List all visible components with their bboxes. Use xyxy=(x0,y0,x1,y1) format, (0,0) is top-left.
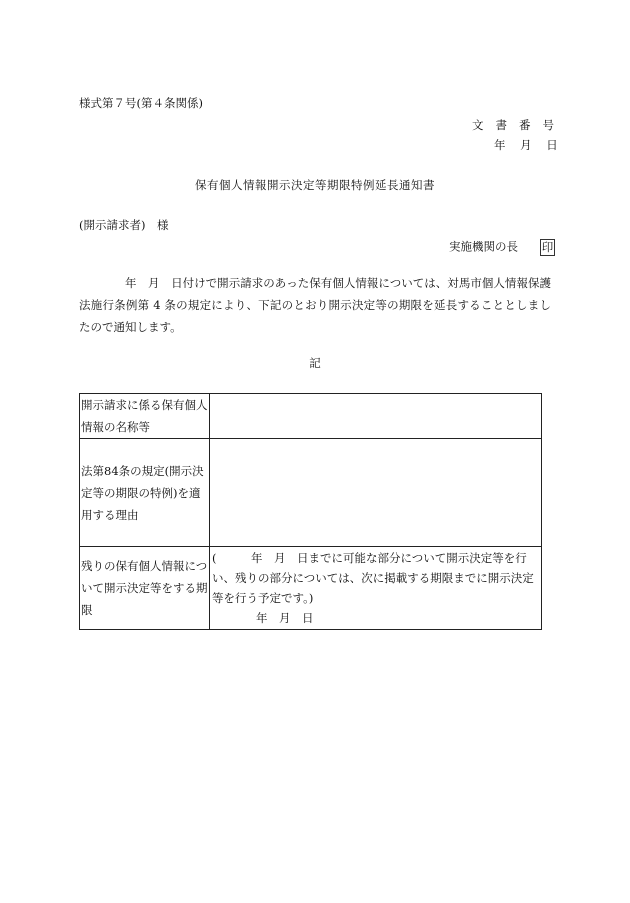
row-label-info-name: 開示請求に係る保有個人情報の名称等 xyxy=(80,394,210,439)
table-row xyxy=(80,394,542,439)
details-table xyxy=(79,393,542,630)
deadline-date: 年 月 日 xyxy=(256,611,314,625)
row-value-deadline xyxy=(210,547,542,630)
sender-label: 実施機関の長 xyxy=(449,239,518,254)
document-number-label: 文書番号 xyxy=(472,118,566,132)
document-title: 保有個人情報開示決定等期限特例延長通知書 xyxy=(195,178,435,192)
table-row xyxy=(80,439,542,547)
row-label-reason: 法第84条の規定(開示決定等の期限の特例)を適用する理由 xyxy=(80,439,210,547)
sender-line xyxy=(449,239,555,256)
deadline-text: ( 年 月 日までに可能な部分について開示決定等を行い、残りの部分については、次に掲載する期限までに開示決定等を行う予定です。) xyxy=(212,551,534,605)
issue-date-label: 年 月 日 xyxy=(494,138,558,152)
row-value-info-name xyxy=(210,394,542,439)
form-number: 様式第７号(第４条関係) xyxy=(79,96,203,110)
body-paragraph: 年 月 日付けで開示請求のあった保有個人情報については、対馬市個人情報保護法施行条例第 4 条の規定により、下記のとおり開示決定等の期限を延長することとしましたので通知します。 xyxy=(79,276,551,334)
recipient-line: (開示請求者) 様 xyxy=(79,218,169,232)
table-row xyxy=(80,547,542,630)
ki-heading: 記 xyxy=(309,356,321,370)
row-value-reason xyxy=(210,439,542,547)
row-label-deadline: 残りの保有個人情報について開示決定等をする期限 xyxy=(80,547,210,630)
seal-mark: 印 xyxy=(541,240,554,254)
